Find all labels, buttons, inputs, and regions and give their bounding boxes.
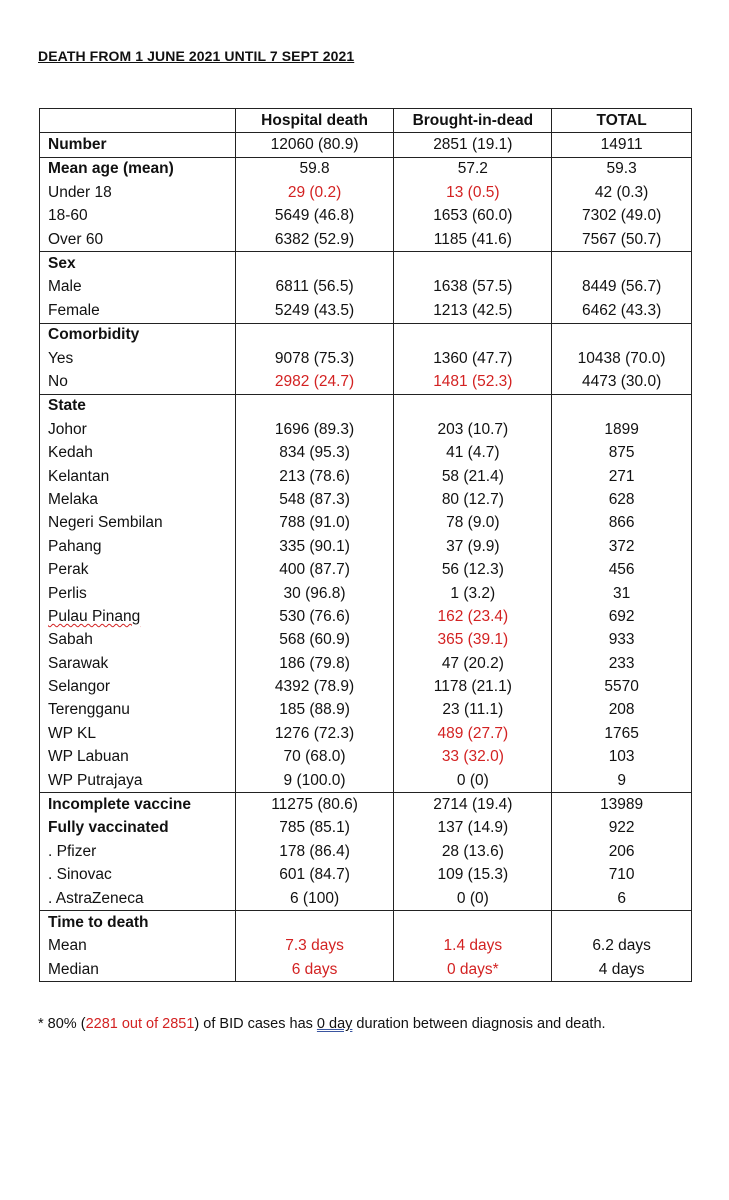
hospital-death-cell: 1276 (72.3) <box>235 722 394 745</box>
hospital-death-cell: 2982 (24.7) <box>235 370 394 394</box>
hospital-death-cell: 11275 (80.6) <box>235 793 394 817</box>
header-cell: Brought-in-dead <box>394 109 552 133</box>
brought-in-dead-cell <box>394 323 552 347</box>
row-label: Johor <box>40 418 236 441</box>
row-label: Melaka <box>40 488 236 511</box>
hospital-death-cell: 400 (87.7) <box>235 558 394 581</box>
brought-in-dead-cell: 162 (23.4) <box>394 605 552 628</box>
group-row <box>40 793 692 817</box>
total-cell: 206 <box>552 840 692 863</box>
hospital-death-cell: 788 (91.0) <box>235 512 394 535</box>
table-row <box>40 935 692 958</box>
row-label: . Sinovac <box>40 864 236 887</box>
hospital-death-cell: 6 (100) <box>235 887 394 911</box>
table-row <box>40 699 692 722</box>
hospital-death-cell <box>235 252 394 276</box>
table-row <box>40 958 692 982</box>
hospital-death-cell: 335 (90.1) <box>235 535 394 558</box>
table-row <box>40 370 692 394</box>
group-row <box>40 157 692 181</box>
total-cell: 456 <box>552 558 692 581</box>
total-cell: 6462 (43.3) <box>552 299 692 323</box>
brought-in-dead-cell: 1 (3.2) <box>394 582 552 605</box>
table-header-row <box>40 109 692 133</box>
total-cell: 59.3 <box>552 157 692 181</box>
row-label: . AstraZeneca <box>40 887 236 911</box>
hospital-death-cell: 530 (76.6) <box>235 605 394 628</box>
hospital-death-cell: 186 (79.8) <box>235 652 394 675</box>
total-cell: 5570 <box>552 675 692 698</box>
footnote-underlined: 0 day <box>316 1016 353 1032</box>
hospital-death-cell: 185 (88.9) <box>235 699 394 722</box>
hospital-death-cell: 213 (78.6) <box>235 465 394 488</box>
brought-in-dead-cell: 1638 (57.5) <box>394 276 552 299</box>
header-cell: Hospital death <box>235 109 394 133</box>
row-label: Male <box>40 276 236 299</box>
brought-in-dead-cell: 1.4 days <box>394 935 552 958</box>
total-cell: 4473 (30.0) <box>552 370 692 394</box>
table-row <box>40 488 692 511</box>
total-cell: 710 <box>552 864 692 887</box>
brought-in-dead-cell: 1185 (41.6) <box>394 228 552 252</box>
row-label: Perak <box>40 558 236 581</box>
total-cell: 6 <box>552 887 692 911</box>
table-row <box>40 418 692 441</box>
hospital-death-cell: 30 (96.8) <box>235 582 394 605</box>
row-label: Yes <box>40 347 236 370</box>
hospital-death-cell: 29 (0.2) <box>235 181 394 204</box>
hospital-death-cell: 7.3 days <box>235 935 394 958</box>
total-cell: 233 <box>552 652 692 675</box>
row-label: Female <box>40 299 236 323</box>
row-label: No <box>40 370 236 394</box>
row-label: State <box>40 394 236 418</box>
footnote-prefix: * 80% ( <box>38 1016 86 1032</box>
hospital-death-cell: 70 (68.0) <box>235 746 394 769</box>
hospital-death-cell: 12060 (80.9) <box>235 133 394 157</box>
brought-in-dead-cell: 47 (20.2) <box>394 652 552 675</box>
total-cell: 208 <box>552 699 692 722</box>
brought-in-dead-cell: 489 (27.7) <box>394 722 552 745</box>
hospital-death-cell: 6 days <box>235 958 394 982</box>
row-label: WP Putrajaya <box>40 769 236 793</box>
table-row <box>40 465 692 488</box>
table-row <box>40 558 692 581</box>
total-cell: 42 (0.3) <box>552 181 692 204</box>
table-row <box>40 817 692 840</box>
total-cell: 6.2 days <box>552 935 692 958</box>
total-cell: 103 <box>552 746 692 769</box>
header-cell: TOTAL <box>552 109 692 133</box>
brought-in-dead-cell: 78 (9.0) <box>394 512 552 535</box>
hospital-death-cell: 6382 (52.9) <box>235 228 394 252</box>
row-label: Perlis <box>40 582 236 605</box>
brought-in-dead-cell: 1653 (60.0) <box>394 205 552 228</box>
table-row <box>40 887 692 911</box>
footnote-count: 2281 out of 2851 <box>85 1016 195 1032</box>
table-row <box>40 347 692 370</box>
brought-in-dead-cell: 56 (12.3) <box>394 558 552 581</box>
row-label: 18-60 <box>40 205 236 228</box>
header-cell <box>40 109 236 133</box>
total-cell: 866 <box>552 512 692 535</box>
total-cell: 31 <box>552 582 692 605</box>
table-row <box>40 864 692 887</box>
total-cell: 875 <box>552 441 692 464</box>
brought-in-dead-cell: 33 (32.0) <box>394 746 552 769</box>
brought-in-dead-cell: 0 (0) <box>394 769 552 793</box>
brought-in-dead-cell: 58 (21.4) <box>394 465 552 488</box>
table-row <box>40 228 692 252</box>
row-label: Time to death <box>40 911 236 935</box>
table-row <box>40 746 692 769</box>
table-row <box>40 605 692 628</box>
brought-in-dead-cell: 80 (12.7) <box>394 488 552 511</box>
row-label: WP Labuan <box>40 746 236 769</box>
group-row <box>40 133 692 157</box>
table-row <box>40 205 692 228</box>
row-label <box>40 605 236 628</box>
total-cell: 4 days <box>552 958 692 982</box>
row-label: Mean <box>40 935 236 958</box>
row-label: Kedah <box>40 441 236 464</box>
footnote-suffix: duration between diagnosis and death. <box>352 1016 606 1032</box>
table-row <box>40 840 692 863</box>
brought-in-dead-cell: 23 (11.1) <box>394 699 552 722</box>
brought-in-dead-cell: 2851 (19.1) <box>394 133 552 157</box>
brought-in-dead-cell: 0 (0) <box>394 887 552 911</box>
hospital-death-cell: 568 (60.9) <box>235 629 394 652</box>
table-row <box>40 769 692 793</box>
brought-in-dead-cell <box>394 394 552 418</box>
hospital-death-cell: 178 (86.4) <box>235 840 394 863</box>
row-label: Fully vaccinated <box>40 817 236 840</box>
row-label: Incomplete vaccine <box>40 793 236 817</box>
brought-in-dead-cell: 0 days* <box>394 958 552 982</box>
total-cell: 9 <box>552 769 692 793</box>
row-label: . Pfizer <box>40 840 236 863</box>
brought-in-dead-cell <box>394 911 552 935</box>
total-cell: 372 <box>552 535 692 558</box>
brought-in-dead-cell: 203 (10.7) <box>394 418 552 441</box>
row-label: WP KL <box>40 722 236 745</box>
brought-in-dead-cell: 109 (15.3) <box>394 864 552 887</box>
group-row <box>40 911 692 935</box>
brought-in-dead-cell: 365 (39.1) <box>394 629 552 652</box>
deaths-table <box>39 108 692 982</box>
total-cell: 933 <box>552 629 692 652</box>
brought-in-dead-cell: 137 (14.9) <box>394 817 552 840</box>
row-label: Selangor <box>40 675 236 698</box>
group-row <box>40 394 692 418</box>
table-body <box>40 133 692 982</box>
row-label: Pahang <box>40 535 236 558</box>
row-label: Median <box>40 958 236 982</box>
row-label: Comorbidity <box>40 323 236 347</box>
total-cell: 8449 (56.7) <box>552 276 692 299</box>
total-cell <box>552 911 692 935</box>
total-cell: 692 <box>552 605 692 628</box>
total-cell <box>552 394 692 418</box>
hospital-death-cell <box>235 911 394 935</box>
brought-in-dead-cell: 41 (4.7) <box>394 441 552 464</box>
brought-in-dead-cell: 37 (9.9) <box>394 535 552 558</box>
brought-in-dead-cell: 57.2 <box>394 157 552 181</box>
table-row <box>40 535 692 558</box>
total-cell: 10438 (70.0) <box>552 347 692 370</box>
brought-in-dead-cell: 1481 (52.3) <box>394 370 552 394</box>
row-label: Under 18 <box>40 181 236 204</box>
hospital-death-cell: 5649 (46.8) <box>235 205 394 228</box>
total-cell: 7567 (50.7) <box>552 228 692 252</box>
hospital-death-cell: 785 (85.1) <box>235 817 394 840</box>
hospital-death-cell: 6811 (56.5) <box>235 276 394 299</box>
row-label: Mean age (mean) <box>40 157 236 181</box>
hospital-death-cell: 5249 (43.5) <box>235 299 394 323</box>
total-cell: 13989 <box>552 793 692 817</box>
group-row <box>40 323 692 347</box>
total-cell: 14911 <box>552 133 692 157</box>
table-row <box>40 652 692 675</box>
row-label: Sabah <box>40 629 236 652</box>
total-cell: 7302 (49.0) <box>552 205 692 228</box>
hospital-death-cell <box>235 394 394 418</box>
total-cell: 628 <box>552 488 692 511</box>
total-cell: 922 <box>552 817 692 840</box>
hospital-death-cell <box>235 323 394 347</box>
hospital-death-cell: 834 (95.3) <box>235 441 394 464</box>
row-label: Negeri Sembilan <box>40 512 236 535</box>
footnote-middle: ) of BID cases has <box>194 1016 317 1032</box>
row-label: Terengganu <box>40 699 236 722</box>
row-label: Sex <box>40 252 236 276</box>
total-cell: 1899 <box>552 418 692 441</box>
group-row <box>40 252 692 276</box>
hospital-death-cell: 601 (84.7) <box>235 864 394 887</box>
table-row <box>40 441 692 464</box>
brought-in-dead-cell: 1213 (42.5) <box>394 299 552 323</box>
total-cell: 271 <box>552 465 692 488</box>
hospital-death-cell: 9078 (75.3) <box>235 347 394 370</box>
hospital-death-cell: 9 (100.0) <box>235 769 394 793</box>
table-row <box>40 299 692 323</box>
brought-in-dead-cell: 1178 (21.1) <box>394 675 552 698</box>
table-row <box>40 181 692 204</box>
hospital-death-cell: 59.8 <box>235 157 394 181</box>
hospital-death-cell: 548 (87.3) <box>235 488 394 511</box>
row-label: Sarawak <box>40 652 236 675</box>
table-row <box>40 675 692 698</box>
footnote <box>38 1016 606 1032</box>
page-title: DEATH FROM 1 JUNE 2021 UNTIL 7 SEPT 2021 <box>38 48 355 64</box>
table-row <box>40 722 692 745</box>
brought-in-dead-cell <box>394 252 552 276</box>
hospital-death-cell: 1696 (89.3) <box>235 418 394 441</box>
brought-in-dead-cell: 2714 (19.4) <box>394 793 552 817</box>
brought-in-dead-cell: 13 (0.5) <box>394 181 552 204</box>
brought-in-dead-cell: 28 (13.6) <box>394 840 552 863</box>
table-row <box>40 512 692 535</box>
total-cell <box>552 252 692 276</box>
total-cell <box>552 323 692 347</box>
row-label: Over 60 <box>40 228 236 252</box>
table-row <box>40 582 692 605</box>
table-row <box>40 629 692 652</box>
hospital-death-cell: 4392 (78.9) <box>235 675 394 698</box>
row-label-text: Pulau Pinang <box>48 607 141 625</box>
total-cell: 1765 <box>552 722 692 745</box>
brought-in-dead-cell: 1360 (47.7) <box>394 347 552 370</box>
row-label: Kelantan <box>40 465 236 488</box>
table-row <box>40 276 692 299</box>
row-label: Number <box>40 133 236 157</box>
